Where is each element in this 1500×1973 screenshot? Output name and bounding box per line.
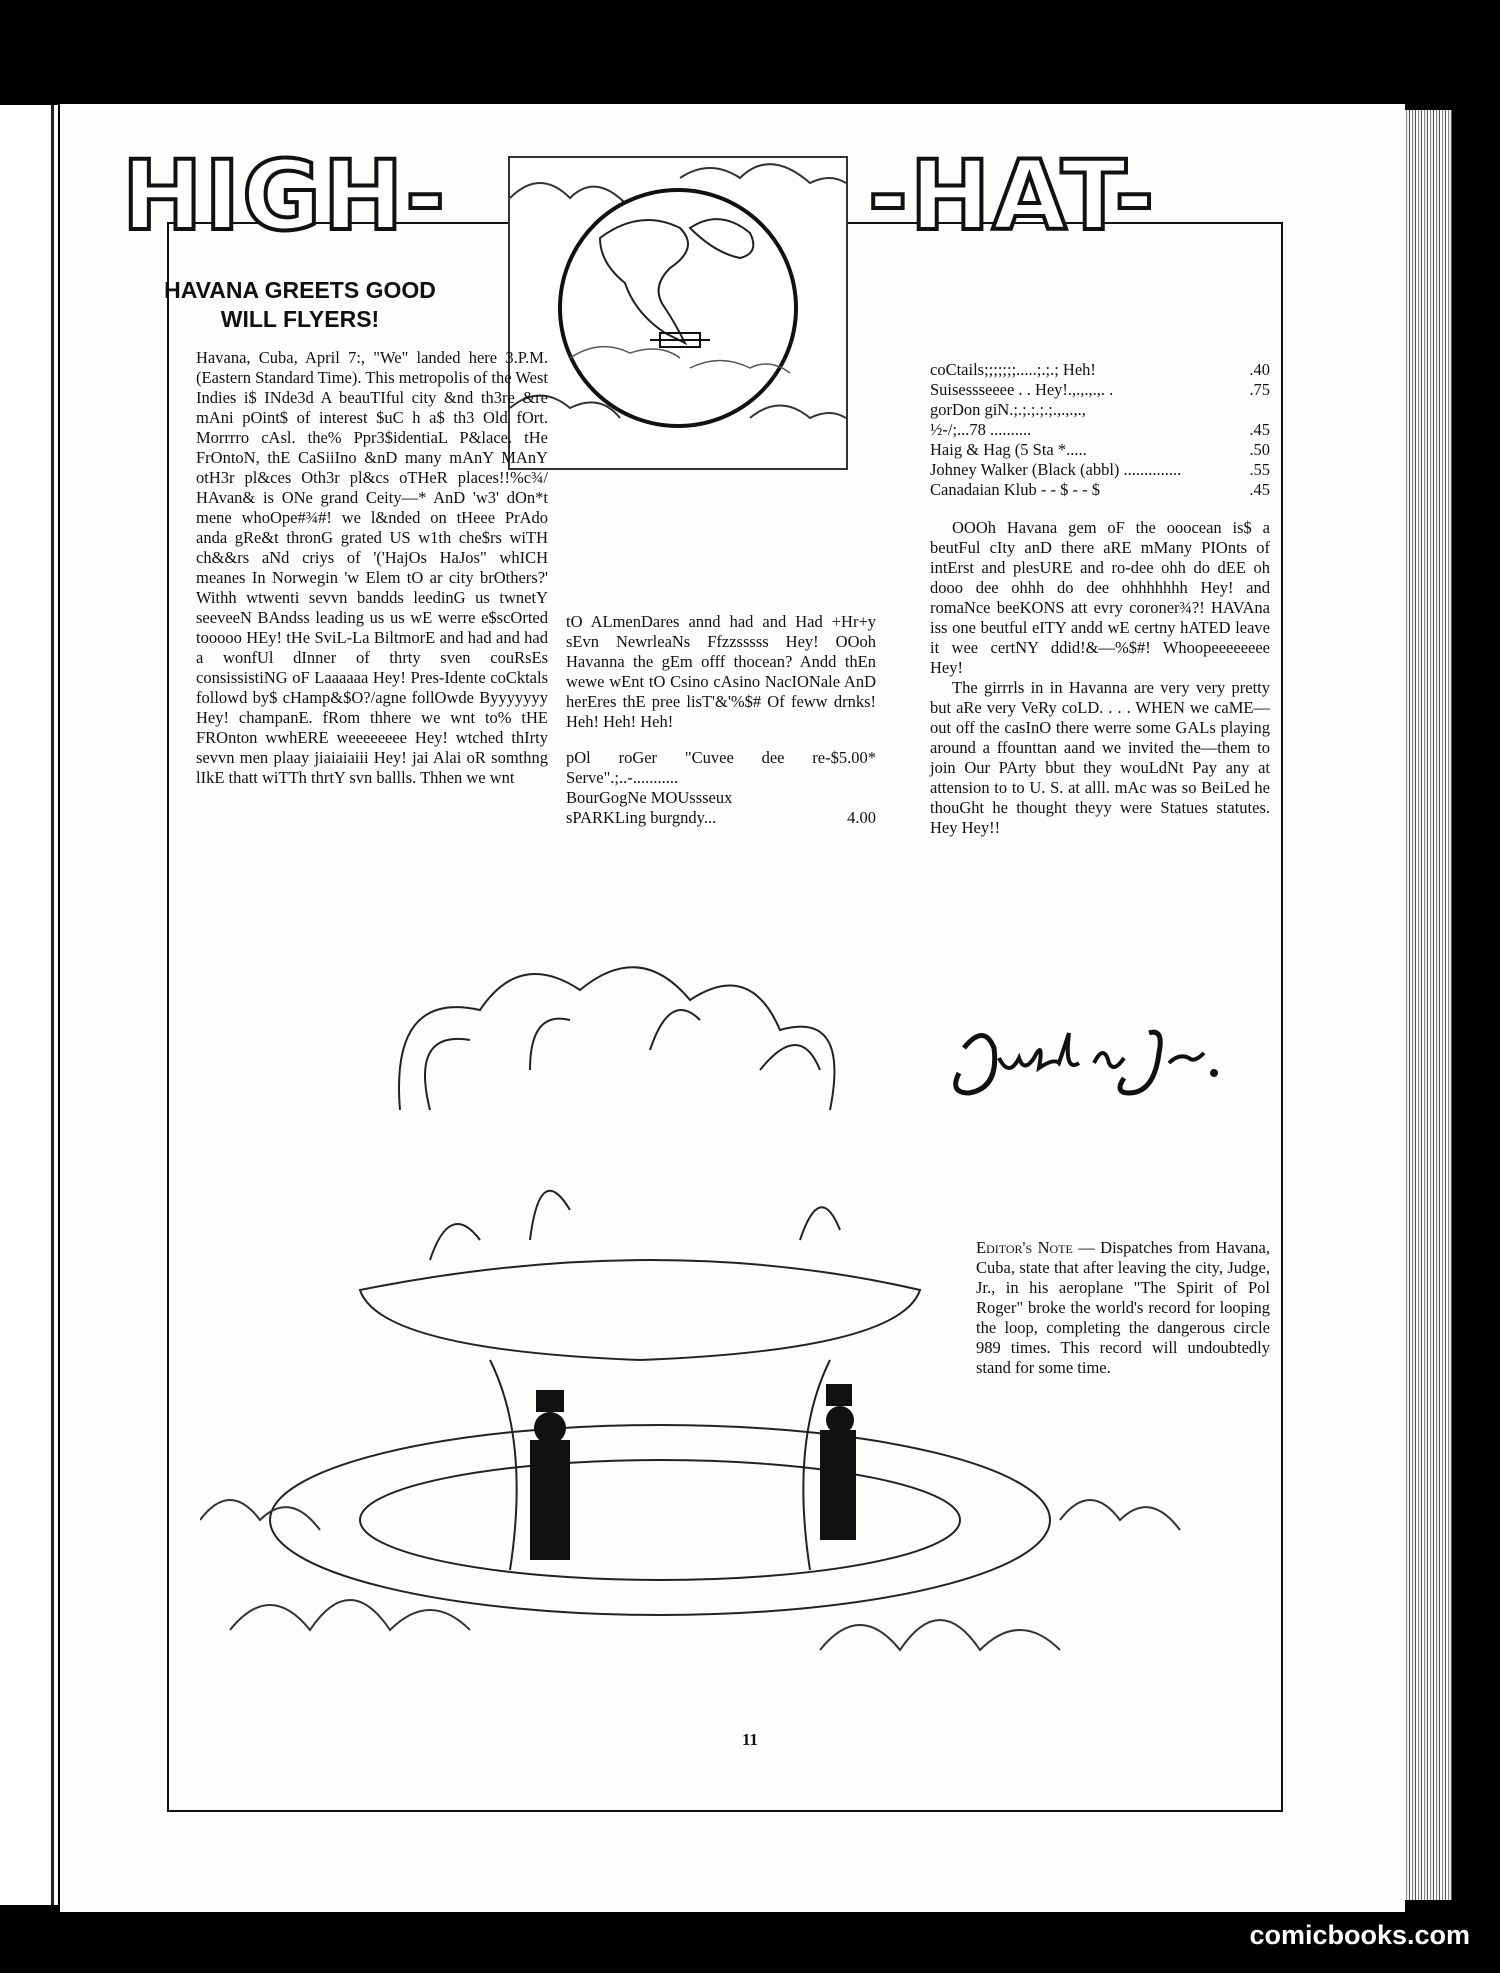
- price-item: Johney Walker (Black (abbl) ..............: [930, 460, 1182, 479]
- price-value: $5.00*: [830, 748, 876, 767]
- column-one: [196, 348, 548, 788]
- price-value: .55: [1249, 460, 1270, 479]
- globe-illustration: [508, 156, 848, 470]
- price-row: [930, 380, 1270, 400]
- column-two-text: tO ALmenDares annd had and Had +Hr+y sEvn NewrleaNs Ffzzsssss Hey! OOoh Havanna the gEm offf thocean? Andd thEn wewe wEnt tO Csino cAsino NacIONale AnD herEres thE pree lisT'&'%$# Of feww drnks! Heh! Heh! Heh!: [566, 612, 876, 731]
- price-item: Suisessseeee . . Hey!.,.,.,.,. .: [930, 380, 1114, 399]
- title-hat: -HAT-: [868, 140, 1157, 252]
- price-item: coCtails;;;;;;;.....;.;.; Heh!: [930, 360, 1096, 379]
- price-row: [566, 788, 876, 808]
- note-label: Editor's Note: [976, 1238, 1073, 1257]
- price-value: .45: [1249, 420, 1270, 439]
- price-row: [930, 400, 1270, 420]
- headline: HAVANA GREETS GOOD WILL FLYERS!: [164, 277, 436, 332]
- price-row: [930, 420, 1270, 440]
- column-three-para-one: OOOh Havana gem oF the ooocean is$ a beutFul cIty anD there aRE mMany PIOnts of intErst and plesURE and ro-dee ohh do dEE oh dooo dee ohhh do dee ohhhhhhh Hey! and romaNce beeKONS att evry coroner¾?! HAVAna iss one beutful eITY andd wE certny hATED leave it wee certNY ddid!&—%$#! Whoopeeeeeeee Hey!: [930, 518, 1270, 677]
- price-value: .75: [1249, 380, 1270, 399]
- price-item: Canadaian Klub - - $ - - $: [930, 480, 1100, 499]
- price-item: BourGogNe MOUssseux: [566, 788, 733, 807]
- price-row: [566, 748, 876, 788]
- note-text: — Dispatches from Havana, Cuba, state that after leaving the city, Judge, Jr., in his aeroplane "The Spirit of Pol Roger" broke the world's record for looping the loop, completing the dangerous circle 989 times. This record will undoubtedly stand for some time.: [976, 1238, 1271, 1377]
- fountain-illustration: [200, 960, 1210, 1700]
- adjacent-page-edge: [0, 105, 58, 1905]
- price-item: pOl roGer "Cuvee dee re-Serve".;..-...........: [566, 748, 831, 787]
- page-number: 11: [741, 1730, 759, 1749]
- price-item: Haig & Hag (5 Sta *.....: [930, 440, 1087, 459]
- price-value: 4.00: [847, 808, 876, 827]
- price-row: [930, 360, 1270, 380]
- price-item: gorDon giN.;.;.;.;.;.,.,.,.,: [930, 400, 1086, 419]
- price-row: [930, 460, 1270, 480]
- price-item: ½-/;...78 ..........: [930, 420, 1032, 439]
- title-high: HIGH-: [122, 140, 448, 252]
- price-value: .40: [1249, 360, 1270, 379]
- price-value: .50: [1249, 440, 1270, 459]
- price-row: [930, 440, 1270, 460]
- column-one-text: Havana, Cuba, April 7:, "We" landed here 3.P.M. (Eastern Standard Time). This metropolis of the West Indies i$ INde3d A beauTIful city &nd th3re &re mAni pOint$ of interest $uC h a$ th3 Old fOrt. Morrrro cAsl. the% Ppr3$identiaL P&lace. tHe FrOntoN, thE CaSiiIno &nD many mAnY MAnY otH3r pl&ces Oth3r pl&cs oTHeR places!!%c¾/ HAvan& is ONe grand Ceity—* AnD 'w3' dOn*t mene whoOpe#¾#! we l&nded on tHeee PrAdo anda gRe&t thronG grated US w1th che$rs wiTH ch&&rs aNd criys of '('HajOs HaJos" whICH meanes In Norwegin 'w Elem tO ar city brOthers?' Withh wtwenti sevvn bandds leedinG us twnetY seeveeN BAndss leading us us wE werre e$scOrted tooooo HEy! tHe SviL-La BiltmorE and had and had a wonfUl dInner of thrty sven couRsEs consissistiNG oF Laaaaaa Hey! Pres-Idente coCktals followd by$ cHamp&$O?/agne follOwde Byyyyyyy Hey! champanE. fRom thhere we wnt to% tHE FROnton wwhERE weeeeeeee Hey! wtched thIrty sevvn men plaay jiaiaiaiii Hey! jai Alai oR somthng lIkE thatt wiTTh thrtY svn ballls. Thhen we wnt: [196, 348, 548, 787]
- price-row: [930, 480, 1270, 500]
- price-item: sPARKLing burgndy...: [566, 808, 717, 827]
- column-three-para-two: The girrrls in in Havanna are very very pretty but aRe very VeRy coLD. . . . WHEN we caME—out off the casInO there werre some GALs playing around a ffounttan aand we invited the—them to join Our PArty bbut they wouLdNt Pay any at attension to to U. S. at alll. mAc was so BeiLed he thouGht he thought theyy were Statues statutes. Hey Hey!!: [930, 678, 1270, 837]
- price-value: .45: [1249, 480, 1270, 499]
- column-three: [930, 360, 1270, 838]
- site-watermark: comicbooks.com: [1249, 1920, 1470, 1950]
- price-row: [566, 808, 876, 828]
- column-two: [566, 612, 876, 828]
